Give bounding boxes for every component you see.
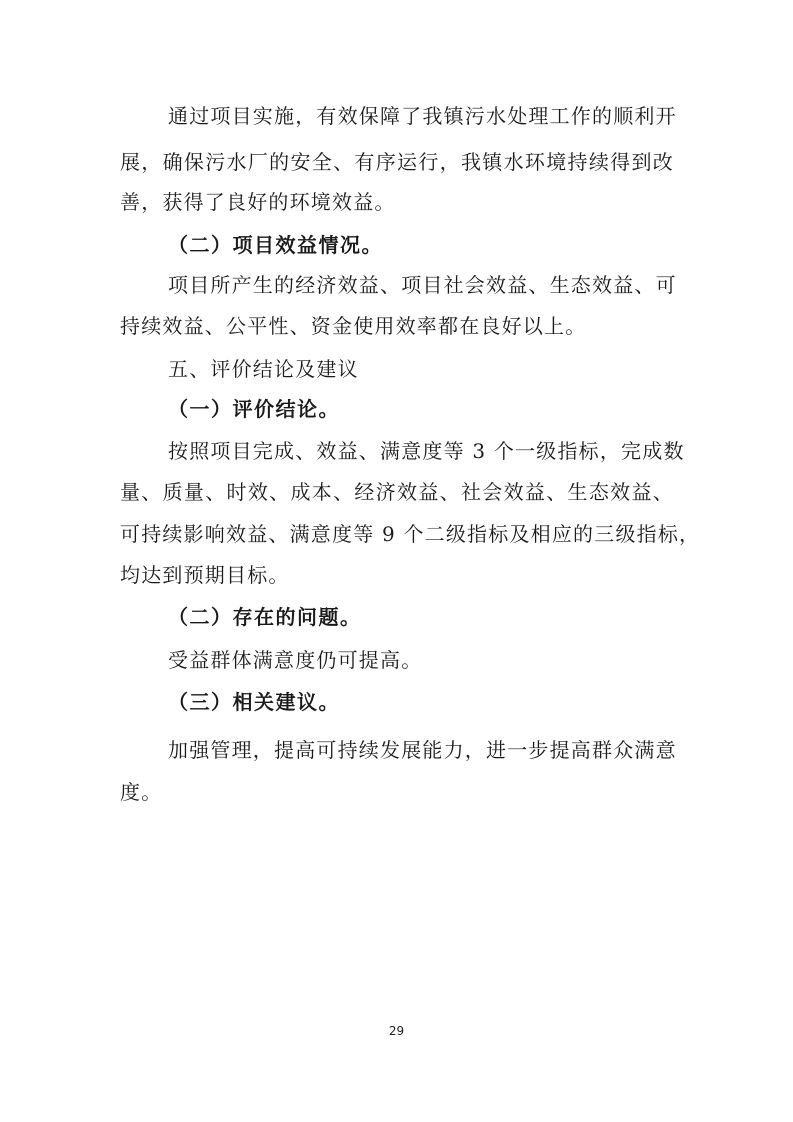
heading-related-suggestions: （三）相关建议。 [168, 690, 340, 714]
paragraph-4: 受益群体满意度仍可提高。 [168, 648, 423, 672]
paragraph-3-line-4: 均达到预期目标。 [120, 563, 290, 587]
paragraph-3-line-3: 可持续影响效益、满意度等 9 个二级指标及相应的三级指标， [120, 522, 701, 546]
paragraph-1-line-3: 善，获得了良好的环境效益。 [120, 190, 396, 214]
heading-project-benefits: （二）项目效益情况。 [168, 233, 383, 257]
heading-evaluation-conclusion: （一）评价结论。 [168, 397, 340, 421]
heading-existing-problems: （二）存在的问题。 [168, 605, 362, 629]
paragraph-5-line-2: 度。 [120, 780, 163, 804]
paragraph-2-line-2: 持续效益、公平性、资金使用效率都在良好以上。 [120, 314, 587, 338]
paragraph-2-line-1: 项目所产生的经济效益、项目社会效益、生态效益、可 [168, 273, 677, 297]
section-five-title: 五、评价结论及建议 [168, 357, 359, 381]
paragraph-5-line-1: 加强管理，提高可持续发展能力，进一步提高群众满意 [168, 738, 677, 762]
paragraph-1-line-2: 展，确保污水厂的安全、有序运行，我镇水环境持续得到改 [120, 150, 674, 174]
page-number: 29 [388, 1024, 405, 1038]
paragraph-3-line-2: 量、质量、时效、成本、经济效益、社会效益、生态效益、 [120, 480, 674, 504]
paragraph-3-line-1: 按照项目完成、效益、满意度等 3 个一级指标，完成数 [168, 439, 685, 463]
paragraph-1-line-1: 通过项目实施，有效保障了我镇污水处理工作的顺利开 [168, 104, 677, 128]
